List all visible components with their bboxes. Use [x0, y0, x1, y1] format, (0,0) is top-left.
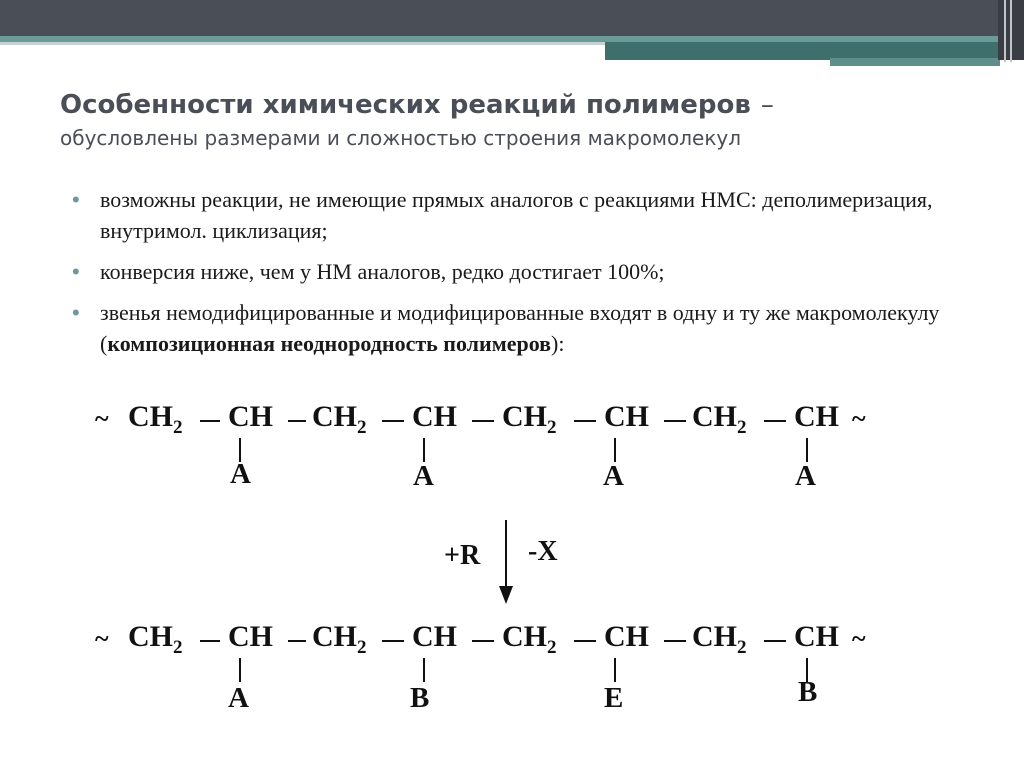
product-removed: -X [528, 536, 558, 567]
slide-top-bar [0, 0, 1024, 36]
chain-wavy-end: ~ [852, 404, 866, 433]
chain-wavy-start: ~ [95, 624, 109, 653]
substituent-label: A [228, 682, 249, 714]
substituent-bond [614, 658, 616, 682]
chain-bond [472, 420, 494, 422]
ch2-unit: $CH_2$ [312, 400, 367, 438]
ch-unit: CH [604, 620, 649, 653]
ch-unit: CH [794, 620, 839, 653]
chain-bond [288, 640, 306, 642]
ch2-unit: $CH_2$ [692, 620, 747, 658]
substituent-bond [239, 658, 241, 682]
ch-unit: CH [228, 400, 273, 433]
reaction-arrow [505, 520, 507, 590]
ch2-unit: $CH_2$ [312, 620, 367, 658]
bullet-item [70, 256, 970, 287]
bullet-text-bold: композиционная неоднородность полимеров [107, 331, 552, 356]
slide-title [60, 90, 960, 150]
substituent-bond [614, 438, 616, 462]
chain-bond [382, 640, 404, 642]
ch-unit: CH [794, 400, 839, 433]
ch-unit: CH [228, 620, 273, 653]
reagent-added: +R [444, 540, 481, 571]
title-main: Особенности химических реакций полимеров [60, 90, 751, 120]
chain-wavy-start: ~ [95, 404, 109, 433]
chain-wavy-end: ~ [852, 624, 866, 653]
slide-tab-accent [830, 58, 1000, 66]
bullet-item [70, 184, 970, 246]
chain-bond [472, 640, 494, 642]
chain-bond [200, 640, 220, 642]
substituent-label: E [604, 682, 624, 714]
title-subtitle: обусловлены размерами и сложностью строения макромолекул [60, 126, 742, 150]
ch-unit: CH [412, 620, 457, 653]
chain-bond [574, 420, 596, 422]
bullet-dot-icon: • [72, 300, 80, 325]
chain-bond [382, 420, 404, 422]
chain-bond [200, 420, 220, 422]
substituent-label: B [798, 676, 818, 708]
bullet-text-before: звенья немодифицированные и модифицированные входят в одну и ту же макромолекулу ( [100, 300, 940, 356]
bullet-text: конверсия ниже, чем у НМ аналогов, редко достигает 100%; [100, 259, 665, 284]
ch-unit: CH [412, 400, 457, 433]
ch2-unit: $CH_2$ [502, 400, 557, 438]
polymer-chain-modified [0, 620, 1024, 730]
arrow-down-icon [499, 586, 513, 604]
bullet-text-after: ): [551, 331, 565, 356]
chain-bond [288, 420, 306, 422]
substituent-bond [423, 658, 425, 682]
polymer-chain-original [0, 400, 1024, 510]
bullet-text: возможны реакции, не имеющие прямых аналогов с реакциями НМС: деполимеризация, внутримол. циклизация; [100, 187, 933, 243]
ch-unit: CH [604, 400, 649, 433]
chain-bond [764, 640, 786, 642]
substituent-bond [423, 438, 425, 462]
substituent-label: A [603, 460, 624, 492]
substituent-bond [806, 438, 808, 462]
ch2-unit: $CH_2$ [128, 620, 183, 658]
chain-bond [574, 640, 596, 642]
substituent-label: A [413, 460, 434, 492]
ch2-unit: $CH_2$ [502, 620, 557, 658]
title-dash: – [760, 90, 774, 120]
bullet-dot-icon: • [72, 259, 80, 284]
ch2-unit: $CH_2$ [692, 400, 747, 438]
substituent-label: A [795, 460, 816, 492]
chain-bond [764, 420, 786, 422]
chain-bond [664, 640, 686, 642]
corner-line-2 [1010, 0, 1012, 62]
substituent-label: A [230, 458, 251, 490]
ch2-unit: $CH_2$ [128, 400, 183, 438]
chain-bond [664, 420, 686, 422]
bullet-list [70, 184, 970, 369]
bullet-dot-icon: • [72, 187, 80, 212]
bullet-item [70, 297, 970, 359]
substituent-label: B [410, 682, 430, 714]
corner-line-1 [1004, 0, 1006, 62]
